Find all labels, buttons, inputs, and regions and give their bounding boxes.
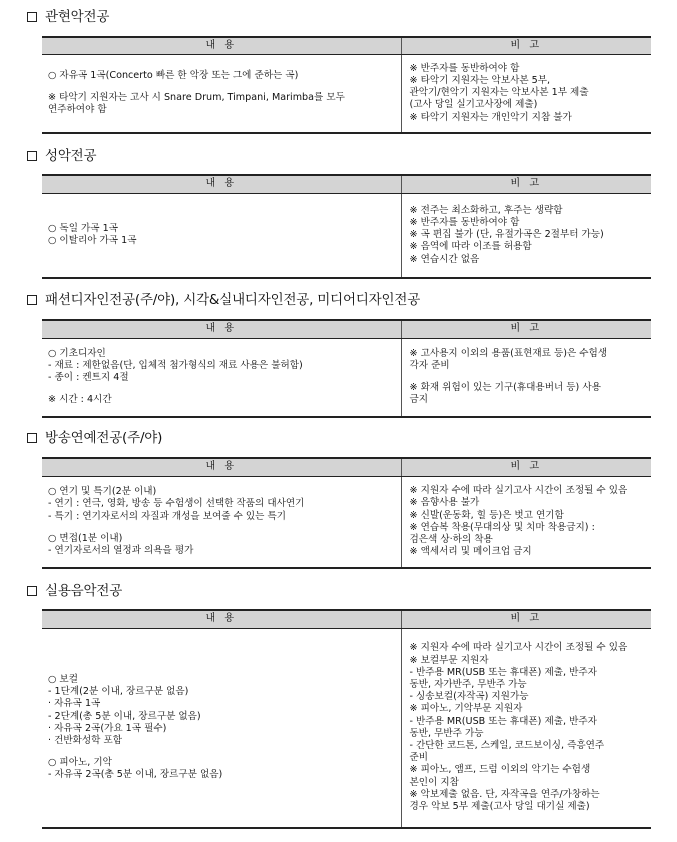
remark-line: 관악기/현악기 지원자는 악보사본 1부 제출: [409, 87, 589, 99]
spacer: [48, 82, 401, 92]
requirements-table: [42, 319, 651, 418]
remark-line: - 간단한 코드톤, 스케일, 코드보이싱, 즉흥연주: [409, 739, 605, 751]
remarks-cell: [401, 54, 651, 133]
content-line: - 재료 : 제한없음(단, 입체적 첨가형식의 재료 사용은 불허함): [48, 360, 303, 372]
remark-line: ※ 화재 위험이 있는 기구(휴대용버너 등) 사용: [409, 382, 601, 394]
content-line: ○ 독일 가곡 1곡: [48, 223, 118, 235]
remark-line: (고사 당일 실기고사장에 제출): [409, 99, 538, 111]
checkbox-square-icon: [27, 295, 37, 305]
checkbox-square-icon: [27, 12, 37, 22]
remark-line: ※ 신발(운동화, 힐 등)은 벗고 연기함: [409, 509, 564, 521]
content-line: - 연기 : 연극, 영화, 방송 등 수험생이 선택한 작품의 대사연기: [48, 498, 305, 510]
remark-line: - 반주용 MR(USB 또는 휴대폰) 제출, 반주자: [409, 715, 597, 727]
remark-line: 본인이 지참: [409, 776, 459, 788]
section-title: 패션디자인전공(주/야), 시각&실내디자인전공, 미디어디자인전공: [27, 292, 420, 308]
remark-line: ※ 음향사용 불가: [409, 497, 480, 509]
remark-line: 금지: [409, 394, 429, 406]
remark-line: - 싱송보컬(자작곡) 지원가능: [409, 691, 529, 703]
remarks-cell: [401, 628, 651, 828]
remark-line: ※ 지원자 수에 따라 실기고사 시간이 조정될 수 있음: [409, 642, 628, 654]
remark-line: ※ 전주는 최소화하고, 후주는 생략함: [409, 204, 563, 216]
header-content: 내 용: [42, 37, 401, 54]
header-content: 내 용: [42, 610, 401, 628]
remark-line: ※ 피아노, 기악부문 지원자: [409, 703, 523, 715]
content-line: ○ 면접(1분 이내): [48, 532, 123, 544]
content-line: ※ 시간 : 4시간: [48, 394, 112, 406]
content-line: - 2단계(총 5분 이내, 장르구분 없음): [48, 710, 201, 722]
content-line: · 자유곡 2곡(가요 1곡 필수): [48, 722, 167, 734]
spacer: [410, 372, 652, 382]
remark-line: ※ 연습시간 없음: [409, 253, 480, 265]
requirements-table: [42, 174, 651, 279]
remark-line: ※ 타악기 지원자는 악보사본 5부,: [409, 74, 551, 86]
remark-line: ※ 보컬부문 지원자: [409, 654, 489, 666]
content-line: - 1단계(2분 이내, 장르구분 없음): [48, 686, 189, 698]
content-line: 연주하여야 함: [48, 104, 107, 116]
header-remarks: 비 고: [401, 458, 651, 476]
section-title: 성악전공: [27, 148, 96, 164]
header-content: 내 용: [42, 320, 401, 338]
content-line: ○ 보컬: [48, 673, 78, 685]
remark-line: ※ 곡 편집 불가 (단, 유절가곡은 2절부터 가능): [409, 229, 604, 241]
content-cell: [42, 628, 401, 828]
requirements-table: [42, 609, 651, 829]
remark-line: ※ 고사용지 이외의 용품(표현재료 등)은 수험생: [409, 347, 608, 359]
remarks-cell: [401, 193, 651, 278]
remarks-cell: [401, 338, 651, 417]
content-line: - 특기 : 연기자로서의 자질과 개성을 보여줄 수 있는 특기: [48, 510, 287, 522]
content-line: ○ 연기 및 특기(2분 이내): [48, 486, 157, 498]
header-remarks: 비 고: [401, 320, 651, 338]
checkbox-square-icon: [27, 151, 37, 161]
header-remarks: 비 고: [401, 37, 651, 54]
requirements-table: [42, 457, 651, 569]
header-content: 내 용: [42, 175, 401, 193]
content-line: ○ 이탈리아 가곡 1곡: [48, 235, 137, 247]
content-cell: [42, 476, 401, 568]
content-line: ○ 피아노, 기악: [48, 757, 112, 769]
remark-line: ※ 연습복 착용(무대의상 및 치마 착용금지) :: [409, 521, 595, 533]
remark-line: 동반, 자가반주, 무반주 가능: [409, 678, 527, 690]
requirements-table: [42, 36, 651, 134]
remark-line: ※ 액세서리 및 메이크업 금지: [409, 546, 532, 558]
section-title: 방송연예전공(주/야): [27, 430, 162, 446]
content-cell: [42, 193, 401, 278]
checkbox-square-icon: [27, 586, 37, 596]
remark-line: 동반, 무반주 가능: [409, 727, 484, 739]
spacer: [48, 747, 401, 757]
spacer: [48, 523, 401, 533]
remark-line: ※ 반주자를 동반하여야 함: [409, 216, 520, 228]
content-line: ○ 기초디자인: [48, 347, 106, 359]
remark-line: 각자 준비: [409, 360, 450, 372]
content-cell: [42, 54, 401, 133]
remark-line: 경우 악보 5부 제출(고사 당일 대기실 제출): [409, 800, 590, 812]
remark-line: ※ 피아노, 앰프, 드럼 이외의 악기는 수험생: [409, 764, 591, 776]
content-line: ※ 타악기 지원자는 고사 시 Snare Drum, Timpani, Marimba를 모두: [48, 92, 345, 104]
content-line: · 건반화성학 포함: [48, 734, 123, 746]
content-line: · 자유곡 1곡: [48, 698, 101, 710]
section-title: 관현악전공: [27, 9, 109, 25]
remark-line: - 반주용 MR(USB 또는 휴대폰) 제출, 반주자: [409, 666, 597, 678]
spacer: [48, 384, 401, 394]
remark-line: ※ 악보제출 없음. 단, 자작곡을 연주/가창하는: [409, 788, 600, 800]
content-line: - 연기자로서의 열정과 의욕을 평가: [48, 545, 194, 557]
header-content: 내 용: [42, 458, 401, 476]
content-line: - 자유곡 2곡(총 5분 이내, 장르구분 없음): [48, 769, 223, 781]
remarks-cell: [401, 476, 651, 568]
header-remarks: 비 고: [401, 175, 651, 193]
remark-line: 준비: [409, 752, 429, 764]
content-cell: [42, 338, 401, 417]
section-title: 실용음악전공: [27, 583, 122, 599]
remark-line: ※ 반주자를 동반하여야 함: [409, 62, 520, 74]
content-line: - 종이 : 켄트지 4절: [48, 372, 129, 384]
checkbox-square-icon: [27, 433, 37, 443]
remark-line: 검은색 상·하의 착용: [409, 533, 493, 545]
remark-line: ※ 지원자 수에 따라 실기고사 시간이 조정될 수 있음: [409, 485, 628, 497]
remark-line: ※ 타악기 지원자는 개인악기 지참 불가: [409, 111, 572, 123]
header-remarks: 비 고: [401, 610, 651, 628]
content-line: ○ 자유곡 1곡(Concerto 빠른 한 악장 또는 그에 준하는 곡): [48, 69, 299, 81]
remark-line: ※ 음역에 따라 이조를 허용함: [409, 241, 532, 253]
